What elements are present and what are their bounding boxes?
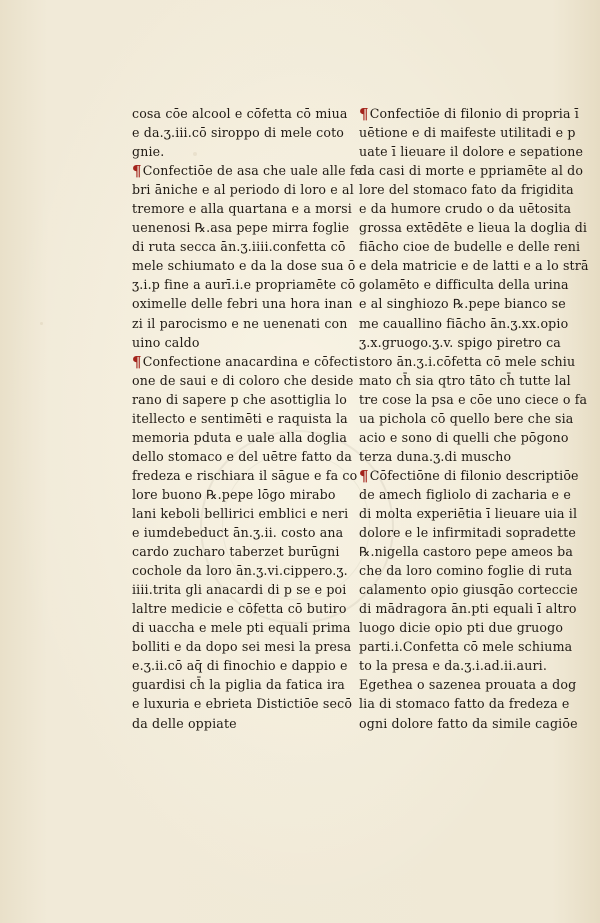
line-text: uate ī lieuare il dolore e sepatione: [359, 144, 584, 160]
line-text: Egethea o sazenea prouata a dog: [359, 677, 577, 693]
line-text: che da loro comino foglie di ruta: [359, 563, 573, 579]
line-text: lia di stomaco fatto da fredeza e: [359, 696, 570, 712]
text-line: [132, 275, 356, 294]
line-text: e da.ʒ.iii.cō siroppo di mele coto: [132, 125, 345, 141]
line-text: terza duna.ʒ.di muscho: [359, 448, 512, 464]
line-text: ʒ.i.p fine a aurī.i.e propriamēte cō: [132, 277, 356, 293]
text-line: [359, 466, 579, 485]
text-line: [132, 237, 346, 256]
pilcrow-mark: ¶: [132, 162, 142, 181]
text-line: [359, 409, 572, 428]
line-text: oximelle delle febri una hora inan: [132, 296, 353, 312]
text-line: [359, 237, 581, 256]
foxing-spot: [40, 322, 43, 325]
line-text: ℞.nigella castoro pepe ameos ba: [359, 544, 573, 560]
text-line: [359, 675, 577, 694]
line-text: bri āniche e al periodo di loro e al: [132, 182, 354, 198]
line-text: to la presa e da.ʒ.i.ad.ii.auri.: [359, 658, 547, 674]
text-line: [359, 256, 589, 275]
text-line: [359, 561, 572, 580]
line-text: memoria pduta e uale alla doglia: [132, 429, 347, 445]
text-line: [359, 656, 572, 675]
text-line: [359, 294, 572, 313]
line-text: one de saui e di coloro che deside: [132, 372, 354, 388]
text-line: [132, 333, 342, 352]
line-text: iiii.trita gli anacardi di p se e poi: [132, 582, 347, 598]
line-text: lore del stomaco fato da frigidita: [359, 182, 574, 198]
text-line: [359, 142, 584, 161]
text-line: [359, 714, 578, 733]
line-text: lani keboli bellirici emblici e neri: [132, 505, 349, 521]
text-line: [132, 428, 347, 447]
line-text: di uaccha e mele pti equali prima: [132, 620, 351, 636]
line-text: fiācho cioe de budelle e delle reni: [359, 239, 581, 255]
line-text: cosa cōe alcool e cōfetta cō miua: [132, 106, 348, 121]
text-line: [132, 218, 350, 237]
line-text: storo ān.ʒ.i.cōfetta cō mele schiu: [359, 353, 576, 369]
left-text-column: [132, 104, 363, 733]
line-text: uenenosi ℞.asa pepe mirra foglie: [132, 220, 350, 236]
text-line: [132, 485, 342, 504]
text-line: [132, 656, 348, 675]
text-line: [132, 599, 347, 618]
line-text: Confectiōe de asa che uale alle fe: [142, 163, 363, 179]
line-text: luogo dicie opio pti due gruogo: [359, 620, 564, 636]
line-text: parti.i.Confetta cō mele schiuma: [359, 639, 573, 655]
text-line: [132, 694, 353, 713]
text-line: [132, 504, 349, 523]
line-text: lore buono ℞.pepe lōgo mirabo: [132, 486, 336, 502]
text-line: [359, 371, 572, 390]
text-line: [359, 428, 572, 447]
line-text: da casi di morte e ppriamēte al do: [359, 163, 584, 179]
text-line: [359, 637, 572, 656]
line-text: me cauallino fiācho ān.ʒ.xx.opio: [359, 315, 569, 331]
text-line: [359, 447, 572, 466]
text-line: [132, 352, 359, 371]
line-text: de amech figliolo di zacharia e e: [359, 486, 571, 502]
line-text: cochole da loro ān.ʒ.vi.cippero.ʒ.: [132, 563, 348, 579]
text-line: [132, 390, 348, 409]
line-text: ogni dolore fatto da simile cagiōe: [359, 715, 578, 731]
line-text: guardisi ch̄ la piglia da fatica ira: [132, 677, 345, 693]
line-text: itellecto e sentimēti e raquista la: [132, 410, 348, 426]
line-text: acio e sono di quelli che pōgono: [359, 429, 569, 445]
text-line: [359, 333, 572, 352]
line-text: rano di sapere p che asottiglia lo: [132, 391, 348, 407]
text-line: [132, 523, 342, 542]
text-line: [359, 580, 578, 599]
text-line: [132, 199, 352, 218]
line-text: uētione e di maifeste utilitadi e p: [359, 125, 576, 141]
line-text: golamēto e difficulta della urina: [359, 277, 569, 293]
text-line: [132, 256, 356, 275]
text-line: [132, 447, 352, 466]
line-text: e.ʒ.ii.cō aq̄ di finochio e dappio e: [132, 658, 348, 674]
text-line: [359, 599, 577, 618]
text-line: [359, 485, 572, 504]
text-line: [132, 180, 354, 199]
line-text: ua pichola cō quello bere che sia: [359, 410, 574, 426]
line-text: Confectione anacardina e cōfecti: [142, 353, 359, 369]
text-line: [132, 637, 352, 656]
line-text: da delle oppiate: [132, 715, 237, 731]
line-text: e dela matricie e de latti e a lo strā: [359, 258, 589, 274]
text-line: [132, 675, 345, 694]
line-text: laltre medicie e cōfetta cō butiro: [132, 601, 347, 617]
text-line: [132, 466, 358, 485]
text-line: [132, 580, 347, 599]
text-line: [132, 542, 342, 561]
line-text: tre cose la psa e cōe uno ciece o fa: [359, 391, 588, 407]
line-text: uino caldo: [132, 334, 200, 350]
line-text: tremore e alla quartana e a morsi: [132, 201, 352, 217]
line-text: fredeza e rischiara il sāgue e fa co: [132, 467, 358, 483]
line-text: grossa extēdēte e lieua la doglia di: [359, 220, 588, 236]
text-line: [132, 561, 348, 580]
line-text: di mādragora ān.pti equali ī altro: [359, 601, 577, 617]
text-line: [132, 618, 351, 637]
text-line: [359, 218, 588, 237]
text-line: [359, 618, 572, 637]
text-line: [132, 409, 348, 428]
text-line: [359, 314, 572, 333]
text-line: [359, 523, 576, 542]
text-line: [359, 199, 572, 218]
text-line: [359, 352, 576, 371]
line-text: e luxuria e ebrieta Distictiōe secō: [132, 696, 353, 712]
line-text: cardo zucharo taberzet burūgni: [132, 544, 340, 560]
line-text: e al singhiozo ℞.pepe bianco se: [359, 296, 566, 312]
right-text-column: [359, 104, 589, 733]
line-text: Confectiōe di filonio di propria ī: [369, 106, 579, 121]
text-line: [359, 542, 572, 561]
text-line: [132, 142, 342, 161]
line-text: dello stomaco e del uētre fatto da: [132, 448, 352, 464]
text-line: [359, 390, 588, 409]
pilcrow-mark: ¶: [132, 352, 142, 371]
line-text: bolliti e da dopo sei mesi la presa: [132, 639, 352, 655]
line-text: Cōfectiōne di filonio descriptiōe: [369, 467, 579, 483]
line-text: di molta experiētia ī lieuare uia il: [359, 505, 578, 521]
line-text: mele schiumato e da la dose sua ō: [132, 258, 356, 274]
text-line: [359, 275, 572, 294]
text-line: [132, 714, 342, 733]
text-line: [132, 371, 354, 390]
text-line: [132, 294, 353, 313]
text-line: [359, 180, 572, 199]
text-line: [132, 104, 348, 123]
text-line: [132, 123, 345, 142]
text-line: [359, 104, 579, 123]
line-text: dolore e le infirmitadi sopradette: [359, 525, 576, 541]
line-text: e iumdebeduct ān.ʒ.ii. costo ana: [132, 525, 344, 541]
text-line: [359, 694, 572, 713]
text-line: [359, 123, 576, 142]
line-text: calamento opio giusqāo corteccie: [359, 582, 578, 598]
text-line: [132, 161, 363, 181]
text-line: [359, 161, 584, 180]
line-text: ʒ.x.gruogo.ʒ.v. spigo piretro ca: [359, 334, 561, 350]
line-text: e da humore crudo o da uētosita: [359, 201, 572, 217]
line-text: zi il parocismo e ne uenenati con: [132, 315, 348, 331]
pilcrow-mark: ¶: [359, 105, 369, 123]
pilcrow-mark: ¶: [359, 466, 369, 485]
line-text: gnie.: [132, 144, 165, 160]
line-text: mato ch̄ sia qtro tāto ch̄ tutte lal: [359, 372, 571, 388]
line-text: di ruta secca ān.ʒ.iiii.confetta cō: [132, 239, 346, 255]
text-line: [132, 314, 348, 333]
text-line: [359, 504, 578, 523]
